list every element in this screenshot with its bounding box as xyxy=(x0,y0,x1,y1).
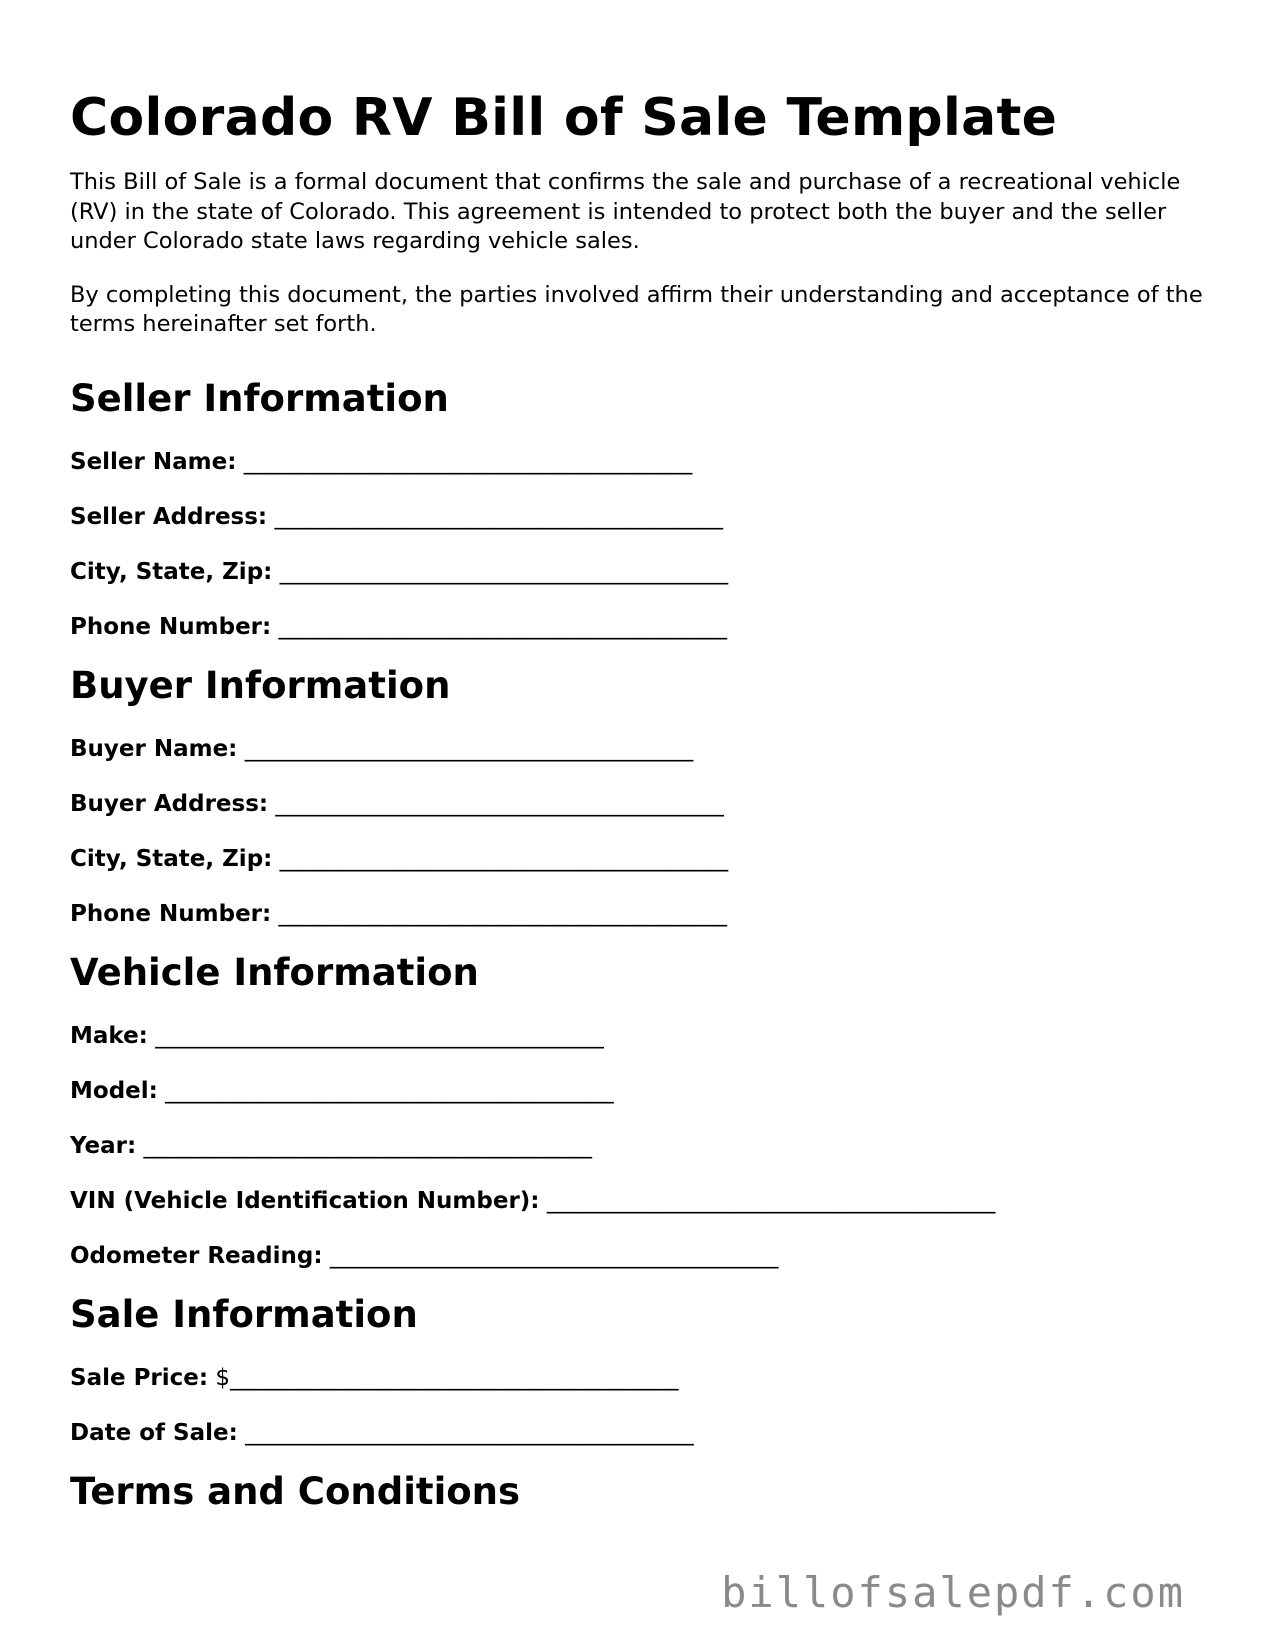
fill-in-line[interactable]: _______________________________________ xyxy=(275,790,724,817)
seller-section xyxy=(70,376,1210,641)
seller-city-state-zip-field xyxy=(70,559,1210,586)
seller-name-field xyxy=(70,449,1210,476)
fill-in-line[interactable]: _______________________________________ xyxy=(546,1187,996,1214)
fill-in-line[interactable]: _______________________________________ xyxy=(329,1242,779,1269)
intro-paragraph-2: By completing this document, the parties involved affirm their understanding and acceptance of the terms hereinafter set forth. xyxy=(70,281,1203,337)
buyer-heading: Buyer Information xyxy=(70,663,451,707)
vehicle-make-field xyxy=(70,1023,1210,1050)
seller-address-field xyxy=(70,504,1210,531)
vehicle-heading: Vehicle Information xyxy=(70,950,479,994)
fill-in-line[interactable]: _______________________________________ xyxy=(278,613,728,640)
currency-symbol: $ xyxy=(215,1364,231,1391)
intro-paragraph-1: This Bill of Sale is a formal document that confirms the sale and purchase of a recreational vehicle (RV) in the state of Colorado. This agreement is intended to protect both the buyer and the seller under Colorado state laws regarding vehicle sales. xyxy=(70,169,1181,254)
field-label: Buyer Name: xyxy=(70,735,238,762)
field-label: VIN (Vehicle Identification Number): xyxy=(70,1187,540,1214)
fill-in-line[interactable]: _______________________________________ xyxy=(278,900,728,927)
seller-phone-field xyxy=(70,614,1210,641)
intro xyxy=(70,168,1210,340)
document-title: Colorado RV Bill of Sale Template xyxy=(70,88,1058,148)
field-label: City, State, Zip: xyxy=(70,558,273,585)
vehicle-year-field xyxy=(70,1133,1210,1160)
fill-in-line[interactable]: _______________________________________ xyxy=(165,1077,614,1104)
vehicle-section xyxy=(70,950,1210,1270)
fill-in-line[interactable]: _______________________________________ xyxy=(244,735,694,762)
field-label: Make: xyxy=(70,1022,148,1049)
field-label: Seller Address: xyxy=(70,503,268,530)
fill-in-line[interactable]: _______________________________________ xyxy=(279,558,729,585)
fill-in-line[interactable]: _______________________________________ xyxy=(243,448,693,475)
field-label: Date of Sale: xyxy=(70,1419,238,1446)
fill-in-line[interactable]: _______________________________________ xyxy=(279,845,729,872)
field-label: Phone Number: xyxy=(70,613,272,640)
fill-in-line[interactable]: _______________________________________ xyxy=(230,1364,679,1391)
vehicle-odometer-field xyxy=(70,1243,1210,1270)
vehicle-model-field xyxy=(70,1078,1210,1105)
sale-heading: Sale Information xyxy=(70,1292,418,1336)
fill-in-line[interactable]: _______________________________________ xyxy=(143,1132,593,1159)
terms-section xyxy=(70,1469,1210,1515)
seller-heading: Seller Information xyxy=(70,376,449,420)
vehicle-vin-field xyxy=(70,1188,1210,1215)
field-label: Phone Number: xyxy=(70,900,272,927)
fill-in-line[interactable]: _______________________________________ xyxy=(245,1419,694,1446)
document-page xyxy=(70,82,1210,1515)
sale-price-field xyxy=(70,1365,1210,1392)
field-label: Year: xyxy=(70,1132,137,1159)
sale-section xyxy=(70,1292,1210,1447)
buyer-city-state-zip-field xyxy=(70,846,1210,873)
field-label: Odometer Reading: xyxy=(70,1242,323,1269)
field-label: Buyer Address: xyxy=(70,790,269,817)
field-label: Seller Name: xyxy=(70,448,237,475)
terms-heading: Terms and Conditions xyxy=(70,1469,521,1513)
buyer-phone-field xyxy=(70,901,1210,928)
watermark: billofsalepdf.com xyxy=(721,1568,1185,1617)
fill-in-line[interactable]: _______________________________________ xyxy=(274,503,723,530)
field-label: City, State, Zip: xyxy=(70,845,273,872)
buyer-address-field xyxy=(70,791,1210,818)
field-label: Model: xyxy=(70,1077,158,1104)
buyer-name-field xyxy=(70,736,1210,763)
buyer-section xyxy=(70,663,1210,928)
fill-in-line[interactable]: _______________________________________ xyxy=(155,1022,604,1049)
field-label: Sale Price: xyxy=(70,1364,209,1391)
sale-date-field xyxy=(70,1420,1210,1447)
